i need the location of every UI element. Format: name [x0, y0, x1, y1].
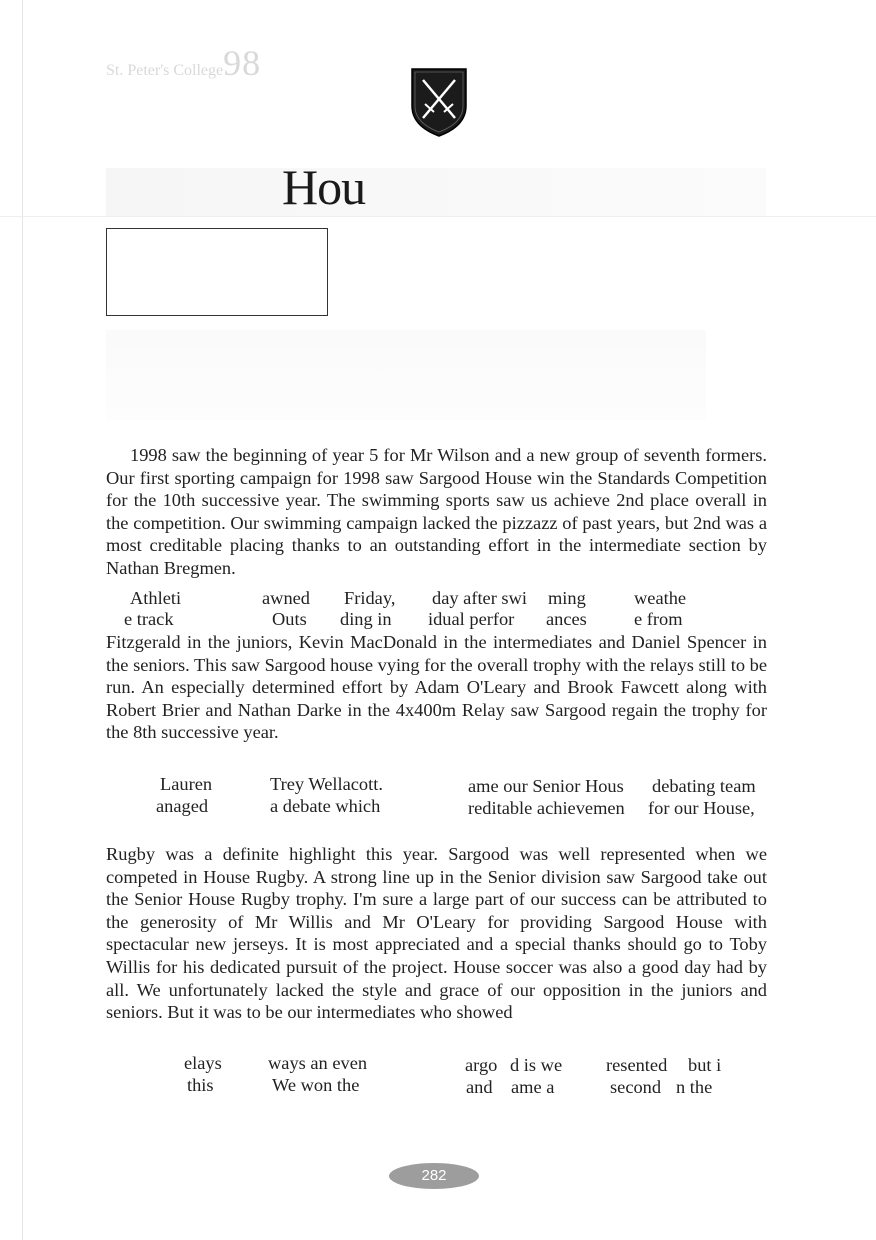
fragment-text: weathe: [634, 588, 687, 608]
fragment-text: idual perfor: [428, 609, 515, 629]
fragment-text: second: [610, 1077, 662, 1097]
fragment-text: elays: [184, 1053, 222, 1073]
paragraph-rugby: Rugby was a definite highlight this year. Sargood was well represented when we competed in House Rugby. A strong line up in the Senior division saw Sargood take out the Senior House Rugby trophy. I'm sure a large part of our success can be attributed to the generosity of Mr Willis and Mr O'Leary for providing Sargood House with spectacular new jerseys. It is most appreciated and a special thanks should go to Toby Willis for his dedicated pursuit of the project. House soccer was also a good day had by all. We unfortunately lacked the style and grace of our opposition in the juniors and seniors. But it was to be our intermediates who showed: [106, 844, 767, 1023]
fragment-text: debating team: [652, 776, 756, 796]
fragment-text: anaged: [156, 796, 209, 816]
header-year: 98: [223, 43, 262, 83]
paragraph-athletics: Fitzgerald in the juniors, Kevin MacDonald in the intermediates and Daniel Spencer in the seniors. This saw Sargood house vying for the overall trophy with the relays still to be run. An especially determined effort by Adam O'Leary and Brook Fawcett along with Robert Brier and Nathan Darke in the 4x400m Relay saw Sargood regain the trophy for the 8th successive year.: [106, 632, 767, 743]
fragment-text: ances: [546, 609, 587, 629]
fragment-text: ming: [548, 588, 586, 608]
fragment-text: Trey Wellacott.: [270, 774, 383, 794]
fragment-text: n the: [676, 1077, 713, 1097]
fragment-text: Lauren: [160, 774, 213, 794]
fragment-text: We won the: [272, 1075, 360, 1095]
fragment-text: ways an even: [268, 1053, 368, 1073]
fragment-text: a debate which: [270, 796, 381, 816]
fragment-text: reditable achievemen: [468, 798, 625, 818]
page-number-badge: 282: [389, 1163, 479, 1189]
fragment-text: ame a: [511, 1077, 555, 1097]
fragment-text: Outs: [272, 609, 307, 629]
paragraph-swimming: 1998 saw the beginning of year 5 for Mr Wilson and a new group of seventh formers. Our first sporting campaign for 1998 saw Sargood House win the Standards Competition for the 10th successive year. The swimming sports saw us achieve 2nd place overall in the competition. Our swimming campaign lacked the pizzazz of past years, but 2nd was a most creditable placing thanks to an outstanding effort in the intermediate section by Nathan Bregmen.: [106, 445, 767, 578]
fragment-text: awned: [262, 588, 310, 608]
fragment-text: day after swi: [432, 588, 527, 608]
fragment-text: d is we: [510, 1055, 563, 1075]
margin-line: [22, 0, 23, 1240]
fragment-text: ding in: [340, 609, 392, 629]
faded-caption-area: [106, 330, 706, 420]
fragment-text: e track: [124, 609, 174, 629]
fragment-text: for our House,: [648, 798, 755, 818]
fragment-text: and: [466, 1077, 493, 1097]
photo-placeholder: [106, 228, 328, 316]
house-crest-icon: [409, 66, 469, 138]
fragment-text: Friday,: [344, 588, 396, 608]
fragment-text: Athleti: [130, 588, 182, 608]
page-title: Hou: [282, 159, 366, 215]
faded-title-band: [106, 168, 766, 216]
header-college-name: St. Peter's College: [106, 62, 224, 79]
fragment-text: this: [187, 1075, 214, 1095]
page-header: [106, 42, 261, 84]
fragment-text: but i: [688, 1055, 722, 1075]
fragment-text: resented: [606, 1055, 668, 1075]
fragment-text: argo: [465, 1055, 498, 1075]
fragment-text: e from: [634, 609, 683, 629]
fragment-text: ame our Senior Hous: [468, 776, 624, 796]
header-rule: [0, 216, 876, 217]
